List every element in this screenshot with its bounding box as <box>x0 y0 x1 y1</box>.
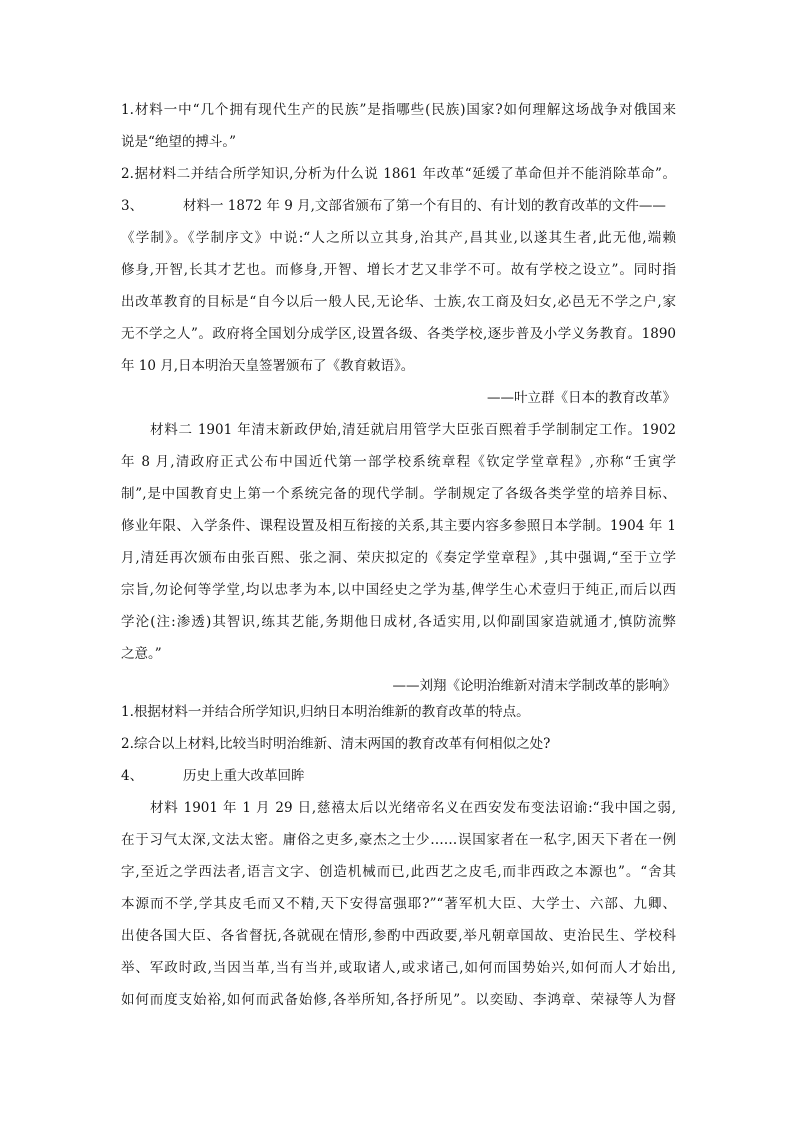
question-2-line: 2.据材料二并结合所学知识,分析为什么说 1861 年改革“延缓了革命但并不能消除革命”。 <box>121 166 676 182</box>
material-2-line-5: 月,清廷再次颁布由张百熙、张之洞、荣庆拟定的《奏定学堂章程》,其中强调,“至于立学 <box>121 550 676 566</box>
material-1-source: ——叶立群《日本的教育改革》 <box>487 390 676 406</box>
material-2-line-1: 材料二 1901 年清末新政伊始,清廷就启用管学大臣张百熙着手学制制定工作。1902 <box>150 422 676 438</box>
material-1-line-2: 《学制》。《学制序文》中说:“人之所以立其身,治其产,昌其业,以遂其生者,此无他,端赖 <box>121 230 676 246</box>
question-3-1: 1.根据材料一并结合所学知识,归纳日本明治维新的教育改革的特点。 <box>121 704 530 720</box>
material-2-line-7: 学沦(注:渗透)其智识,练其艺能,务期他日成材,各适实用,以仰副国家造就通才,慎防流弊 <box>121 614 676 630</box>
material-1-line-3: 修身,开智,长其才艺也。而修身,开智、增长才艺又非学不可。故有学校之设立”。同时指 <box>121 262 676 278</box>
material-4-line-7: 如何而度支始裕,如何而武备始修,各举所知,各抒所见”。以奕劻、李鸿章、荣禄等人为督 <box>121 992 676 1008</box>
material-1-line-6: 年 10 月,日本明治天皇签署颁布了《教育敕语》。 <box>121 358 415 374</box>
material-2-line-4: 修业年限、入学条件、课程设置及相互衔接的关系,其主要内容多参照日本学制。1904 年 1 <box>121 518 676 534</box>
material-4-line-5: 出使各国大臣、各省督抚,各就砚在情形,参酌中西政要,举凡朝章国故、吏治民生、学校科 <box>121 928 676 944</box>
material-2-line-6: 宗旨,勿论何等学堂,均以忠孝为本,以中国经史之学为基,俾学生心术壹归于纯正,而后以西 <box>121 582 676 598</box>
material-2-line-3: 制”,是中国教育史上第一个系统完备的现代学制。学制规定了各级各类学堂的培养目标、 <box>121 486 676 502</box>
material-2-source: ——刘翔《论明治维新对清末学制改革的影响》 <box>392 678 676 694</box>
question-1-line-1: 1.材料一中“几个拥有现代生产的民族”是指哪些(民族)国家?如何理解这场战争对俄国来 <box>121 102 676 118</box>
question-1-line-2: 说是“绝望的搏斗。” <box>121 134 237 150</box>
question-3-2: 2.综合以上材料,比较当时明治维新、清末两国的教育改革有何相似之处? <box>121 736 551 752</box>
section-3-row <box>121 196 676 216</box>
material-4-line-6: 举、军政时政,当因当革,当有当并,或取诸人,或求诸己,如何而国势始兴,如何而人才始出, <box>121 960 676 976</box>
material-4-line-2: 在于习气太深,文法太密。庸俗之吏多,豪杰之士少……误国家者在一私字,困天下者在一例 <box>121 832 676 848</box>
material-4-line-3: 字,至近之学西法者,语言文字、创造机械而已,此西艺之皮毛,而非西政之本源也”。“舍其 <box>121 864 676 880</box>
section-3-number: 3、 <box>121 198 144 214</box>
material-1-line-5: 无不学之人”。政府将全国划分成学区,设置各级、各类学校,逐步普及小学义务教育。1890 <box>121 326 676 342</box>
section-4-number: 4、 <box>121 768 144 784</box>
material-2-line-8: 之意。” <box>121 646 162 662</box>
material-4-line-4: 本源而不学,学其皮毛而又不精,天下安得富强耶?”“著军机大臣、大学士、六部、九卿、 <box>121 896 676 912</box>
section-4-title: 历史上重大改革回眸 <box>183 768 305 784</box>
material-4-line-1: 材料 1901 年 1 月 29 日,慈禧太后以光绪帝名义在西安发布变法诏谕:“我中国之弱, <box>150 800 676 816</box>
material-1-line-4: 出改革教育的目标是“自今以后一般人民,无论华、士族,农工商及妇女,必邑无不学之户,家 <box>121 294 676 310</box>
material-2-line-2: 年 8 月,清政府正式公布中国近代第一部学校系统章程《钦定学堂章程》,亦称“壬寅学 <box>121 454 676 470</box>
section-4-row <box>121 766 676 786</box>
material-1-line-1: 材料一 1872 年 9 月,文部省颁布了第一个有目的、有计划的教育改革的文件—— <box>183 198 666 214</box>
